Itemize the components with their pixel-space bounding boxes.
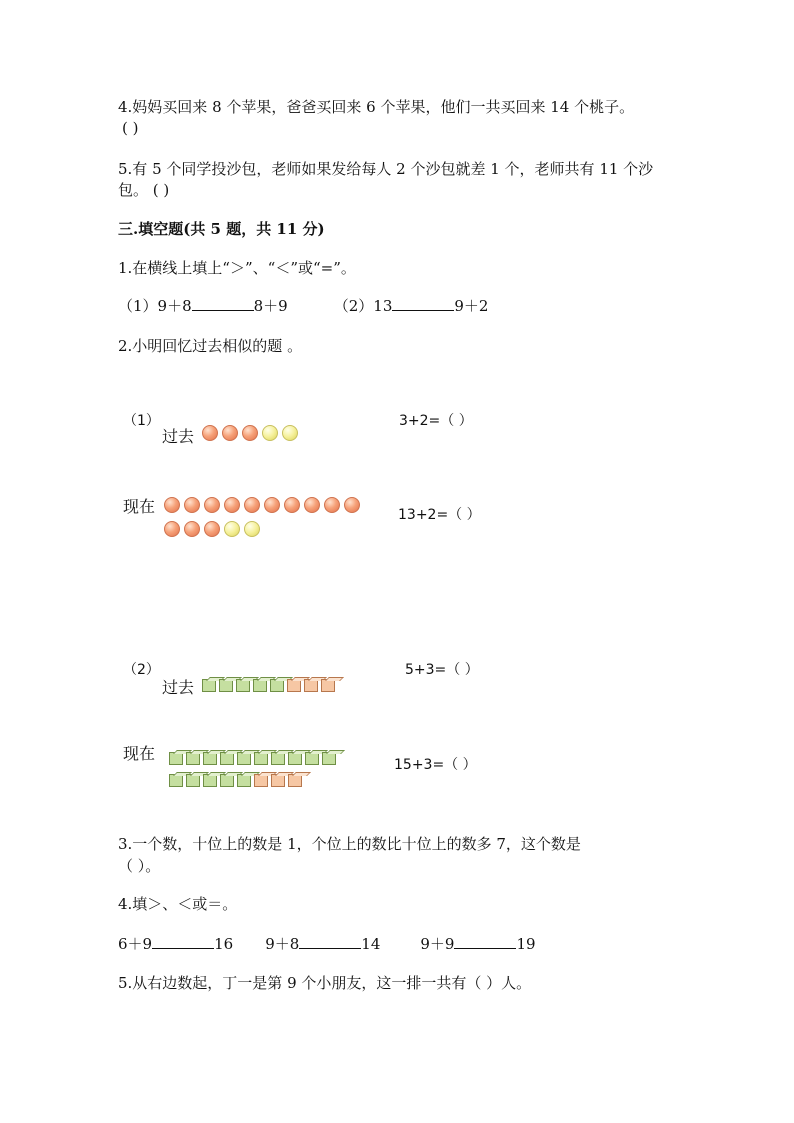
part2-now-cubes-row1	[169, 749, 336, 765]
fill-q4-a-left: 6＋9	[118, 935, 153, 953]
fill-q5-line1[interactable]: 5.从右边数起，丁一是第 9 个小朋友，这一排一共有（ ）人。	[118, 974, 532, 992]
part1-now-balls-row1	[164, 497, 360, 513]
fill-q4-b-blank[interactable]	[299, 934, 361, 949]
cube-icon	[237, 774, 251, 787]
ball-icon	[282, 425, 298, 441]
part2-now-equation[interactable]: 15+3=（ ）	[394, 757, 477, 773]
ball-icon	[262, 425, 278, 441]
ball-icon	[164, 521, 180, 537]
cube-icon	[288, 774, 302, 787]
ball-icon	[204, 521, 220, 537]
ball-icon	[184, 497, 200, 513]
ball-icon	[284, 497, 300, 513]
cube-icon	[271, 752, 285, 765]
cube-icon	[220, 752, 234, 765]
fill-q4-b-right: 14	[361, 935, 381, 953]
cube-icon	[202, 679, 216, 692]
ball-icon	[304, 497, 320, 513]
part2-number: （2）	[123, 662, 160, 678]
fill-q4-c-left: 9＋9	[420, 935, 455, 953]
fill-q3-line1: 3.一个数，十位上的数是 1，个位上的数比十位上的数多 7，这个数是	[118, 835, 581, 853]
cube-icon	[322, 752, 336, 765]
fill-q1-p1-after: 8＋9	[253, 297, 288, 315]
part2-now-cubes-row2	[169, 771, 302, 787]
cube-icon	[271, 774, 285, 787]
ball-icon	[344, 497, 360, 513]
fill-q1-prompt: 1.在横线上填上“＞”、“＜”或“=”。	[118, 259, 356, 277]
part2-past-label: 过去	[162, 678, 195, 697]
section-heading: 三.填空题(共 5 题，共 11 分)	[118, 220, 325, 238]
fill-q4-prompt: 4.填＞、＜或＝。	[118, 895, 238, 913]
judge-q4-answer[interactable]: ( )	[122, 119, 139, 137]
fill-q2-prompt: 2.小明回忆过去相似的题 。	[118, 337, 303, 355]
fill-q4-c-blank[interactable]	[454, 934, 516, 949]
fill-q4-b-left: 9＋8	[265, 935, 300, 953]
ball-icon	[244, 497, 260, 513]
cube-icon	[236, 679, 250, 692]
part1-now-balls-row2	[164, 521, 260, 537]
cube-icon	[304, 679, 318, 692]
cube-icon	[254, 774, 268, 787]
cube-icon	[186, 774, 200, 787]
fill-q1-p1-label: （1）9＋8	[118, 297, 192, 315]
cube-icon	[254, 752, 268, 765]
cube-icon	[237, 752, 251, 765]
fill-q4-c-right: 19	[516, 935, 536, 953]
part1-past-equation[interactable]: 3+2=（ ）	[399, 413, 473, 429]
ball-icon	[164, 497, 180, 513]
cube-icon	[321, 679, 335, 692]
ball-icon	[184, 521, 200, 537]
fill-q4-a-blank[interactable]	[152, 934, 214, 949]
fill-q1-p2-label: （2）13	[333, 297, 393, 315]
part1-now-equation[interactable]: 13+2=（ ）	[398, 507, 481, 523]
judge-q4-line1: 4.妈妈买回来 8 个苹果，爸爸买回来 6 个苹果，他们一共买回来 14 个桃子。	[118, 98, 635, 116]
part2-past-cubes	[202, 676, 335, 692]
cube-icon	[203, 752, 217, 765]
part1-past-balls	[202, 425, 298, 441]
fill-q1-items	[118, 295, 488, 317]
cube-icon	[169, 752, 183, 765]
fill-q1-p2-blank[interactable]	[392, 296, 454, 311]
ball-icon	[264, 497, 280, 513]
fill-q1-p1-blank[interactable]	[192, 296, 254, 311]
cube-icon	[305, 752, 319, 765]
part1-past-label: 过去	[162, 427, 195, 446]
cube-icon	[220, 774, 234, 787]
cube-icon	[169, 774, 183, 787]
judge-q5-line1: 5.有 5 个同学投沙包，老师如果发给每人 2 个沙包就差 1 个，老师共有 11 个沙	[118, 160, 654, 178]
fill-q4-items	[118, 933, 536, 955]
ball-icon	[324, 497, 340, 513]
ball-icon	[204, 497, 220, 513]
ball-icon	[224, 497, 240, 513]
ball-icon	[222, 425, 238, 441]
fill-q1-p2-after: 9＋2	[454, 297, 489, 315]
ball-icon	[202, 425, 218, 441]
judge-q5-line2[interactable]: 包。 ( )	[118, 181, 170, 199]
cube-icon	[253, 679, 267, 692]
ball-icon	[224, 521, 240, 537]
part1-now-label: 现在	[123, 497, 156, 516]
cube-icon	[219, 679, 233, 692]
part1-number: （1）	[123, 413, 160, 429]
fill-q3-line2[interactable]: （ ）。	[118, 857, 161, 875]
cube-icon	[186, 752, 200, 765]
cube-icon	[203, 774, 217, 787]
cube-icon	[288, 752, 302, 765]
fill-q4-a-right: 16	[214, 935, 234, 953]
cube-icon	[287, 679, 301, 692]
ball-icon	[244, 521, 260, 537]
cube-icon	[270, 679, 284, 692]
part2-now-label: 现在	[123, 744, 156, 763]
part2-past-equation[interactable]: 5+3=（ ）	[405, 662, 479, 678]
ball-icon	[242, 425, 258, 441]
